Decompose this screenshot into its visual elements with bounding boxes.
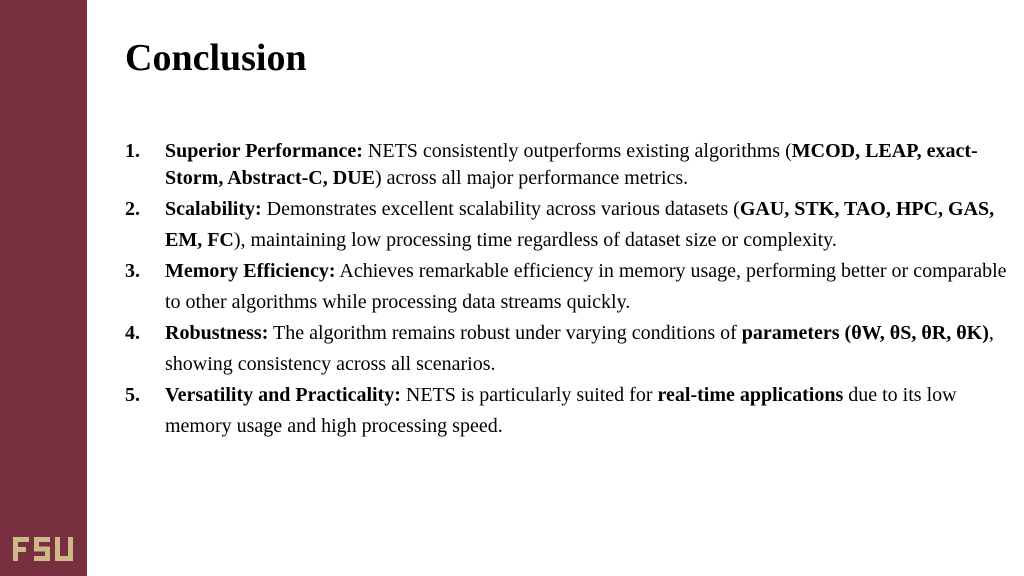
item-number: 2. bbox=[125, 198, 140, 220]
item-heading: Versatility and Practicality: bbox=[165, 384, 401, 406]
conclusion-list bbox=[125, 138, 1010, 442]
item-heading: Memory Efficiency: bbox=[165, 260, 336, 282]
item-emphasis: MCOD, LEAP, exact-Storm, Abstract-C, DUE bbox=[165, 140, 978, 189]
list-item bbox=[125, 380, 1010, 442]
fsu-logo-icon bbox=[12, 534, 74, 564]
item-emphasis: parameters (θW, θS, θR, θK) bbox=[741, 322, 989, 344]
list-item bbox=[125, 318, 1010, 380]
item-text: Achieves remarkable efficiency in memory usage, performing better or comparable to other algorithms while processing data streams quickly. bbox=[165, 260, 1007, 313]
item-emphasis: real-time applications bbox=[657, 384, 844, 406]
item-text: NETS consistently outperforms existing algorithms ( bbox=[362, 140, 792, 162]
item-text: The algorithm remains robust under varying conditions of bbox=[268, 322, 742, 344]
item-number: 1. bbox=[125, 140, 140, 162]
item-text: , showing consistency across all scenarios. bbox=[165, 322, 994, 375]
item-text: NETS is particularly suited for bbox=[400, 384, 658, 406]
item-text: ) across all major performance metrics. bbox=[374, 167, 689, 189]
item-emphasis: GAU, STK, TAO, HPC, GAS, EM, FC bbox=[165, 198, 995, 251]
item-number: 5. bbox=[125, 384, 140, 406]
sidebar-band bbox=[0, 0, 87, 576]
list-item bbox=[125, 194, 1010, 256]
item-heading: Robustness: bbox=[165, 322, 269, 344]
item-text: Demonstrates excellent scalability across various datasets ( bbox=[261, 198, 740, 220]
item-text: ), maintaining low processing time regardless of dataset size or complexity. bbox=[233, 229, 837, 251]
slide-title: Conclusion bbox=[125, 37, 307, 79]
list-item bbox=[125, 138, 1010, 192]
item-heading: Superior Performance: bbox=[165, 140, 363, 162]
list-item bbox=[125, 256, 1010, 318]
item-text: due to its low memory usage and high processing speed. bbox=[165, 384, 957, 437]
item-number: 3. bbox=[125, 260, 140, 282]
item-number: 4. bbox=[125, 322, 140, 344]
item-heading: Scalability: bbox=[165, 198, 262, 220]
